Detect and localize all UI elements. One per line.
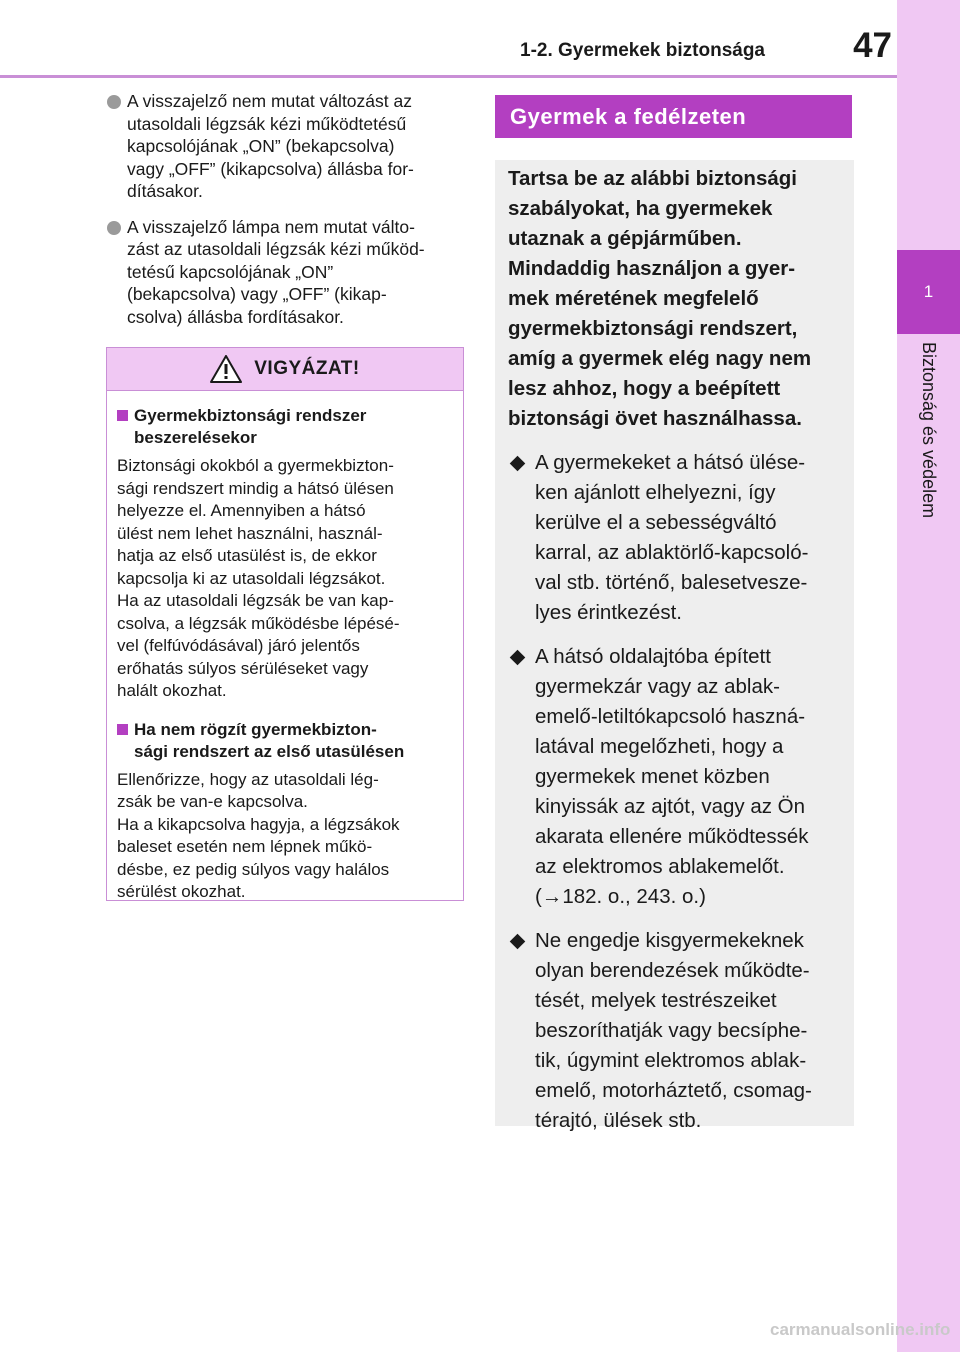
bullet-text: A hátsó oldalajtóba épített gyermekzár vagy az ablak- emelő-letiltókapcsoló haszná- latával megelőzheti, hogy a gyermekek menet közben kinyissák az ajtót, vagy az Ön akarata ellenére működtessék az elektromos ablakemelőt. (→182. o., 243. o.) (535, 645, 809, 908)
side-tab-strip (897, 0, 960, 1352)
header-rule (0, 75, 897, 78)
caution-subheading-text: Gyermekbiztonsági rendszer beszerelésekor (134, 406, 367, 447)
watermark: carmanualsonline.info (770, 1320, 951, 1339)
side-label-wrap (897, 342, 960, 572)
caution-header (107, 348, 463, 391)
caution-body (107, 391, 463, 904)
bullet-text: A visszajelző nem mutat változást az utasoldali légzsák kézi működtetésű kapcsolójának „ON” (bekapcsolva) vagy „OFF” (kikapcsolva) állásba for- dításakor. (127, 91, 414, 201)
diamond-bullet-icon (510, 650, 526, 666)
list-item (508, 642, 842, 912)
bullet-text: A gyermekeket a hátsó ülése- ken ajánlott elhelyezni, így kerülve el a sebességváltó karral, az ablaktörlő-kapcsoló- val stb. történő, balesetvesze- lyes érintkezést. (535, 451, 809, 624)
warning-triangle-icon (210, 355, 242, 383)
section-title: 1-2. Gyermekek biztonsága (520, 40, 765, 61)
list-item (508, 926, 842, 1136)
section-heading: Gyermek a fedélzeten (495, 95, 852, 138)
square-bullet-icon (117, 724, 128, 735)
bullet-text: A visszajelző lámpa nem mutat válto- zást az utasoldali légzsák kézi működ- tetésű kapcsolójának „ON” (bekapcsolva) vagy „OFF” (kikap- csolva) állásba fordításakor. (127, 216, 425, 327)
caution-title: VIGYÁZAT! (254, 358, 360, 379)
left-bullet-list (107, 90, 467, 341)
caution-subheading (117, 719, 453, 763)
bullet-dot-icon (107, 221, 121, 235)
caution-box (106, 347, 464, 901)
caution-subheading (117, 405, 453, 449)
caution-paragraph: Biztonsági okokból a gyermekbizton- sági rendszert mindig a hátsó ülésen helyezze el. Amennyiben a hátsó ülést nem lehet használni, használ- hatja az első utasülést is, de ekkor kapcsolja ki az utasoldali légzsákot. Ha az utasoldali légzsák be van kap- csolva, a légzsák működésbe lépésé- vel (felfúvódásával) járó jelentős erőhatás súlyos sérüléseket vagy halált okozhat. (117, 456, 400, 700)
diamond-bullet-icon (510, 456, 526, 472)
bullet-dot-icon (107, 95, 121, 109)
chapter-label: Biztonság és védelem (919, 342, 939, 519)
bullet-text: Ne engedje kisgyermekeknek olyan berendezések működte- tését, melyek testrészeiket beszoríthatják vagy becsíphe- tik, úgymint elektromos ablak- emelő, motorháztető, csomag- térajtó, ülések stb. (535, 929, 812, 1132)
caution-paragraph: Ellenőrizze, hogy az utasoldali lég- zsák be van-e kapcsolva. Ha a kikapcsolva hagyja, a légzsákok baleset esetén nem lépnek műkö- désbe, ez pedig súlyos vagy halálos sérülést okozhat. (117, 769, 400, 901)
info-box (495, 160, 854, 1132)
info-intro: Tartsa be az alábbi biztonsági szabályokat, ha gyermekek utaznak a gépjárműben. Mindaddig használjon a gyer- mek méretének megfelelő gyermekbiztonsági rendszert, amíg a gyermek elég nagy nem lesz ahhoz, hogy a beépített biztonsági övet használhassa. (508, 167, 812, 430)
caution-subheading-text: Ha nem rögzít gyermekbizton- sági rendszert az első utasülésen (134, 719, 405, 761)
list-item (107, 90, 467, 203)
list-item (107, 216, 467, 329)
chapter-tab[interactable]: 1 (897, 250, 960, 334)
page-number: 47 (853, 26, 892, 65)
square-bullet-icon (117, 410, 128, 421)
list-item (508, 448, 842, 628)
diamond-bullet-icon (510, 934, 526, 950)
